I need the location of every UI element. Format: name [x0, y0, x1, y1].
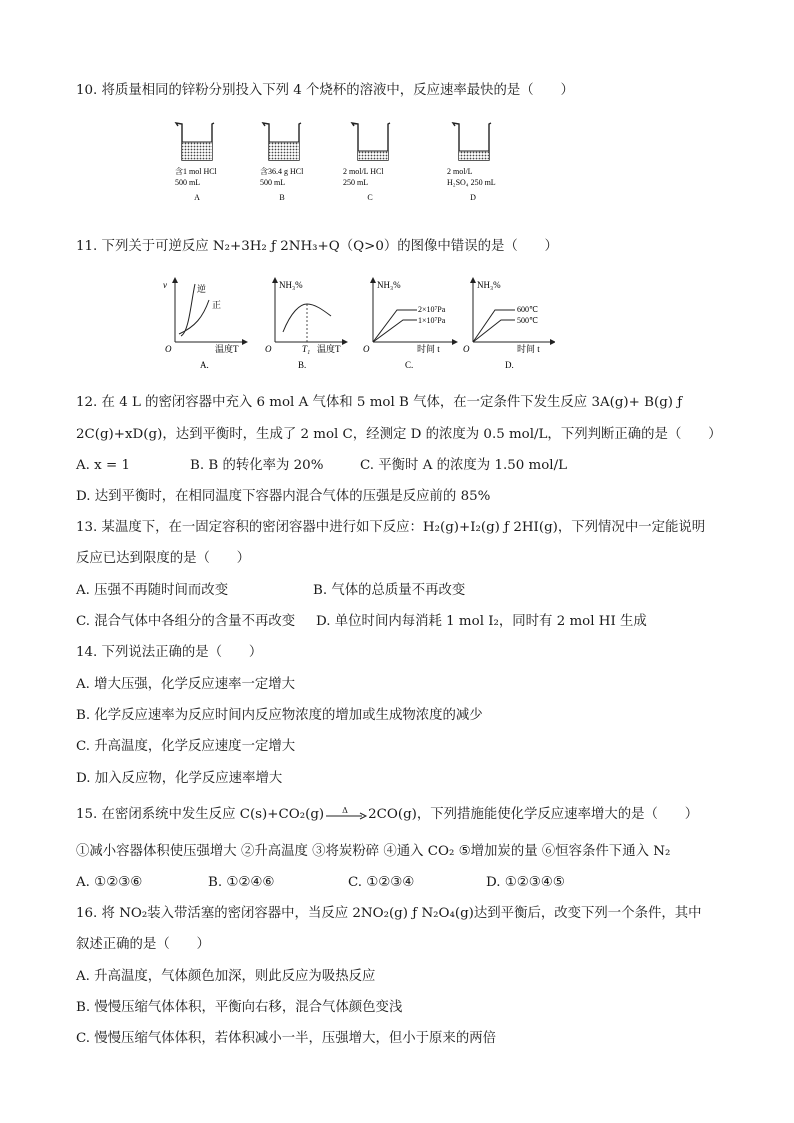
q13-stem-line1: 13. 某温度下，在一固定容积的密闭容器中进行如下反应：H₂(g)+I₂(g) ƒ 2HI(g)，下列情况中一定能说明 — [76, 520, 706, 535]
beaker-a-line2: 500 mL — [175, 178, 201, 187]
q16-option-c: C. 慢慢压缩气体体积，若体积减小一半，压强增大，但小于原来的两倍 — [76, 1031, 496, 1046]
graph-b-ylabel: NH₃% — [279, 280, 303, 290]
graph-a-forward-curve — [179, 300, 209, 334]
q16-stem-line2: 叙述正确的是（ ） — [76, 937, 210, 952]
q14-option-c: C. 升高温度，化学反应速度一定增大 — [76, 739, 296, 754]
q12-stem-line2: 2C(g)+xD(g)，达到平衡时，生成了 2 mol C，经测定 D 的浓度为 0.5 mol/L，下列判断正确的是（ ） — [76, 427, 722, 442]
graph-a-xlabel: 温度T — [215, 344, 239, 354]
q11-graph-figure — [155, 272, 555, 372]
graph-c-origin: O — [363, 344, 370, 354]
graph-d-label: D. — [505, 360, 514, 370]
beaker-a — [175, 123, 218, 202]
graph-c-xlabel: 时间 t — [417, 344, 440, 354]
graph-d-xlabel: 时间 t — [517, 344, 540, 354]
arrow-condition: Δ — [342, 805, 348, 815]
q16-option-b: B. 慢慢压缩气体体积，平衡向右移，混合气体颜色变浅 — [76, 1000, 403, 1015]
q15-stem-a: 15. 在密闭系统中发生反应 C(s)+CO₂(g) — [76, 807, 325, 822]
beaker-c-line1: 2 mol/L HCl — [343, 167, 384, 176]
q12-option-d: D. 达到平衡时，在相同温度下容器内混合气体的压强是反应前的 85% — [76, 489, 491, 504]
q13-option-d: D. 单位时间内每消耗 1 mol I₂，同时有 2 mol HI 生成 — [316, 614, 647, 629]
beaker-c — [343, 123, 390, 202]
beaker-b-line2: 500 mL — [260, 178, 286, 187]
q13-option-b: B. 气体的总质量不再改变 — [313, 583, 466, 598]
q12-option-a: A. x = 1 — [76, 458, 130, 473]
q13-stem-line2: 反应已达到限度的是（ ） — [76, 551, 251, 566]
graph-c-curve2: 1×10⁷Pa — [418, 316, 446, 325]
graph-a-origin: O — [165, 344, 172, 354]
graph-c-low-pressure-line — [373, 320, 417, 342]
q10-beaker-figure — [160, 118, 530, 208]
beaker-c-label: C — [367, 193, 373, 202]
q14-option-b: B. 化学反应速率为反应时间内反应物浓度的增加或生成物浓度的减少 — [76, 708, 483, 723]
graph-a-ylabel: v — [163, 280, 167, 290]
graph-a — [163, 280, 245, 370]
beaker-d-line1: 2 mol/L — [447, 167, 473, 176]
graph-a-reverse-curve — [181, 284, 195, 336]
reaction-arrow — [324, 805, 368, 822]
q15-option-a: A. ①②③⑥ — [76, 875, 143, 890]
q16-option-a: A. 升高温度，气体颜色加深，则此反应为吸热反应 — [76, 969, 376, 984]
q10-stem: 10. 将质量相同的锌粉分别投入下列 4 个烧杯的溶液中，反应速率最快的是（ ） — [76, 83, 574, 98]
graph-d-500-line — [473, 320, 515, 342]
q14-option-d: D. 加入反应物，化学反应速率增大 — [76, 771, 283, 786]
graph-a-curve2: 正 — [212, 300, 222, 310]
graph-c-curve1: 2×10⁷Pa — [418, 305, 446, 314]
beaker-b — [260, 123, 304, 202]
q14-option-a: A. 增大压强，化学反应速率一定增大 — [76, 677, 296, 692]
graph-b — [265, 280, 345, 370]
q12-option-c: C. 平衡时 A 的浓度为 1.50 mol/L — [360, 458, 567, 473]
q15-measures: ①减小容器体积使压强增大 ②升高温度 ③将炭粉碎 ④通入 CO₂ ⑤增加炭的量 ⑥恒容条件下通入 N₂ — [76, 844, 671, 859]
beaker-a-line1: 含1 mol HCl — [175, 167, 217, 176]
graph-c-label: C. — [405, 360, 414, 370]
graph-b-origin: O — [265, 344, 272, 354]
q16-stem-line1: 16. 将 NO₂装入带活塞的密闭容器中，当反应 2NO₂(g) ƒ N₂O₄(g)达到平衡后，改变下列一个条件，其中 — [76, 906, 702, 921]
beaker-b-label: B — [279, 193, 285, 202]
graph-d-origin: O — [463, 344, 470, 354]
beaker-d-line2: H₂SO₄ 250 mL — [447, 178, 496, 187]
beaker-d-label: D — [470, 193, 476, 202]
graph-b-mark: T₁ — [302, 344, 311, 354]
graph-d — [463, 280, 553, 370]
graph-d-curve2: 500℃ — [517, 316, 538, 325]
beaker-a-label: A — [194, 193, 200, 202]
beaker-c-line2: 250 mL — [343, 178, 369, 187]
q15-option-c: C. ①②③④ — [348, 875, 415, 890]
beaker-b-line1: 含36.4 g HCl — [260, 167, 304, 176]
q11-stem: 11. 下列关于可逆反应 N₂+3H₂ ƒ 2NH₃+Q（Q>0）的图像中错误的是（ ） — [76, 239, 558, 254]
q13-option-c: C. 混合气体中各组分的含量不再改变 — [76, 614, 296, 629]
graph-b-xlabel: 温度T — [317, 344, 341, 354]
q13-option-a: A. 压强不再随时间而改变 — [76, 583, 229, 598]
q14-stem: 14. 下列说法正确的是（ ） — [76, 645, 263, 660]
q12-stem-line1: 12. 在 4 L 的密闭容器中充入 6 mol A 气体和 5 mol B 气体，在一定条件下发生反应 3A(g)+ B(g) ƒ — [76, 395, 683, 410]
graph-a-curve1: 逆 — [197, 284, 207, 294]
q15-stem — [76, 806, 698, 824]
beaker-d — [447, 123, 496, 202]
graph-d-ylabel: NH₃% — [477, 280, 501, 290]
graph-b-label: B. — [298, 360, 307, 370]
q15-stem-b: 2CO(g)，下列措施能使化学反应速率增大的是（ ） — [368, 807, 699, 822]
graph-c — [363, 280, 455, 370]
q15-option-b: B. ①②④⑥ — [208, 875, 275, 890]
graph-c-ylabel: NH₃% — [377, 280, 401, 290]
q15-option-d: D. ①②③④⑤ — [486, 875, 565, 890]
q12-option-b: B. B 的转化率为 20% — [190, 458, 324, 473]
graph-a-label: A. — [200, 360, 209, 370]
graph-d-curve1: 600℃ — [517, 305, 538, 314]
